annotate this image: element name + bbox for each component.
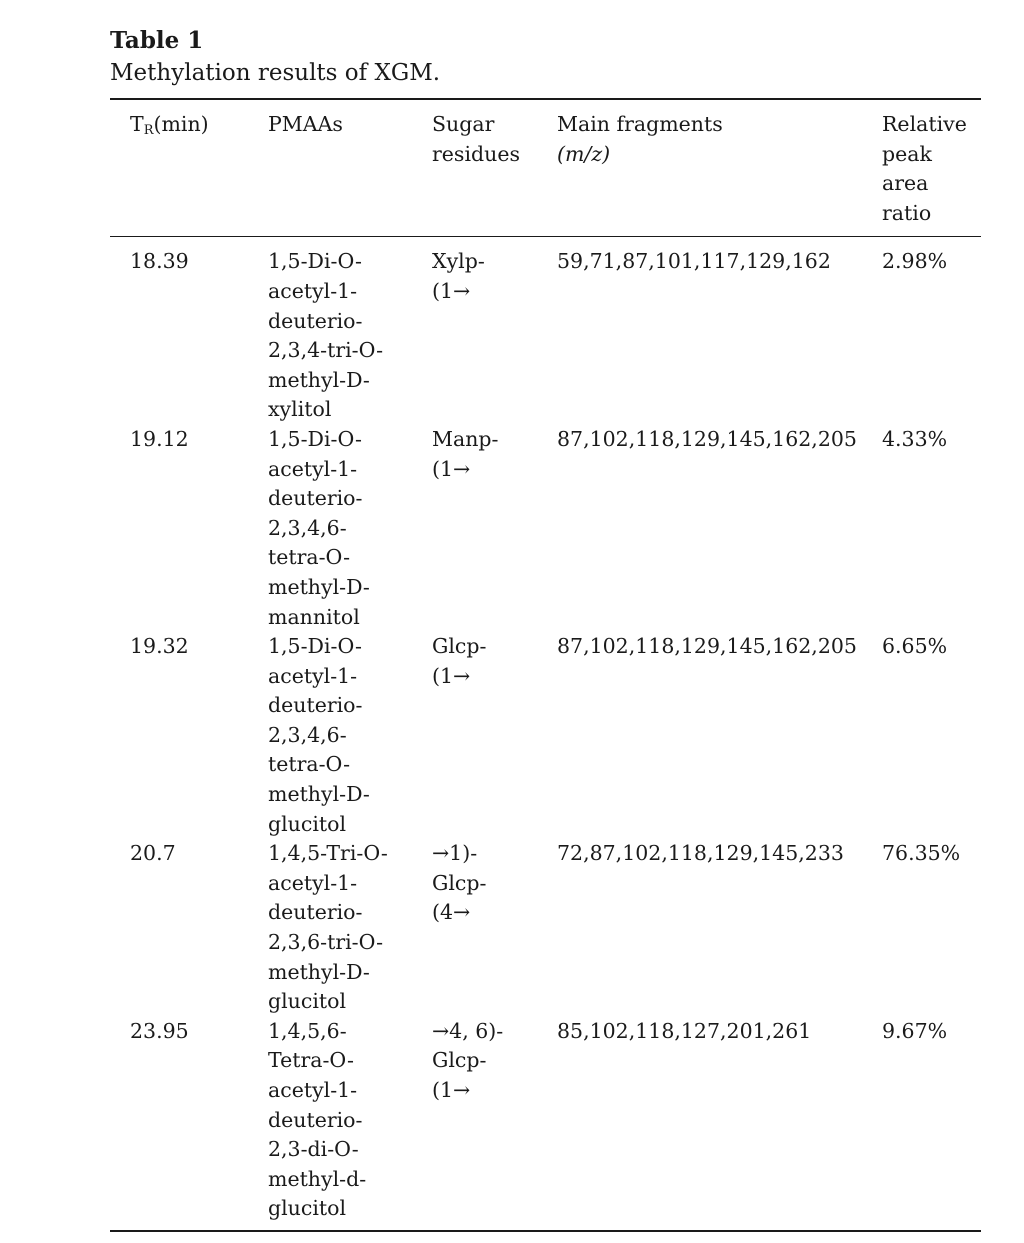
pmaa-line: tetra-O- [268, 752, 351, 777]
pmaa-line: 2,3,6-tri-O- [268, 930, 384, 955]
pmaa-line: acetyl-1- [268, 1078, 358, 1102]
header-main-fragments [557, 99, 882, 237]
pmaa-line: acetyl-1- [268, 663, 358, 688]
cell-retention-time [110, 839, 268, 1017]
cell-fragments [557, 1017, 882, 1231]
cell-pmaa [268, 425, 432, 632]
residue-line: (4→ [432, 900, 471, 925]
header-ratio-line-1: Relative [882, 112, 967, 136]
header-pmaas [268, 99, 432, 237]
pmaa-line: deuterio- [268, 486, 363, 511]
pmaa-line: xylitol [268, 397, 332, 422]
cell-ratio [882, 425, 981, 632]
header-frag-line-1: Main fragments [557, 112, 723, 136]
ratio-value: 4.33% [882, 426, 948, 451]
table-caption: Methylation results of XGM. [110, 60, 441, 86]
pmaa-line: glucitol [268, 989, 347, 1014]
residue-line: Glcp- [432, 1048, 487, 1073]
cell-sugar-residue [432, 839, 557, 1017]
residue-line: (1→ [432, 663, 471, 688]
pmaa-line: 2,3-di-O- [268, 1137, 359, 1162]
pmaa-line: mannitol [268, 604, 360, 629]
header-sugar-line-1: Sugar [432, 112, 495, 136]
fragments-value: 87,102,118,129,145,162,205 [557, 634, 857, 659]
cell-pmaa [268, 839, 432, 1017]
table-row [110, 1017, 981, 1231]
cell-sugar-residue [432, 1017, 557, 1231]
pmaa-line: tetra-O- [268, 545, 351, 570]
cell-fragments [557, 237, 882, 425]
residue-line: Xylp- [432, 249, 485, 274]
header-sugar-residues [432, 99, 557, 237]
residue-line: Manp- [432, 426, 499, 451]
residue-line: Glcp- [432, 870, 487, 895]
ratio-value: 6.65% [882, 634, 948, 659]
pmaa-line: deuterio- [268, 693, 363, 718]
cell-retention-time [110, 1017, 268, 1231]
residue-line: (1→ [432, 456, 471, 481]
pmaa-line: deuterio- [268, 308, 363, 333]
table-body [110, 237, 981, 1231]
retention-time-value: 19.32 [130, 634, 189, 659]
pmaa-line: glucitol [268, 811, 347, 836]
cell-fragments [557, 425, 882, 632]
header-ratio-line-3: ratio [882, 200, 932, 225]
pmaa-line: glucitol [268, 1196, 347, 1221]
cell-pmaa [268, 237, 432, 425]
cell-retention-time [110, 425, 268, 632]
cell-pmaa [268, 632, 432, 839]
header-pmaas-label: PMAAs [268, 112, 343, 136]
ratio-value: 9.67% [882, 1018, 948, 1043]
pmaa-line: 1,5-Di-O- [268, 426, 362, 451]
pmaa-line: 2,3,4-tri-O- [268, 338, 384, 363]
pmaa-line: 2,3,4,6- [268, 515, 347, 540]
table-row [110, 425, 981, 632]
cell-fragments [557, 632, 882, 839]
pmaa-line: methyl-D- [268, 959, 370, 984]
table-header [110, 99, 981, 237]
table-row [110, 237, 981, 425]
residue-line: →4, 6)- [432, 1018, 504, 1043]
ratio-value: 2.98% [882, 249, 948, 274]
pmaa-line: methyl-D- [268, 367, 370, 392]
header-frag-line-2: (m/z) [557, 141, 611, 166]
header-relative-ratio [882, 99, 981, 237]
pmaa-line: acetyl-1- [268, 456, 358, 481]
pmaa-line: 1,5-Di-O- [268, 634, 362, 659]
cell-pmaa [268, 1017, 432, 1231]
retention-time-value: 18.39 [130, 249, 189, 274]
cell-ratio [882, 1017, 981, 1231]
table-number: Table 1 [110, 27, 204, 54]
fragments-value: 72,87,102,118,129,145,233 [557, 841, 844, 866]
residue-line: Glcp- [432, 634, 487, 659]
methylation-table [110, 98, 981, 1232]
retention-time-value: 20.7 [130, 841, 176, 866]
header-tr-unit: (min) [153, 112, 209, 136]
header-tr-sub: R [143, 123, 154, 138]
cell-sugar-residue [432, 237, 557, 425]
pmaa-line: 1,4,5-Tri-O- [268, 841, 388, 866]
pmaa-line: methyl-D- [268, 782, 370, 807]
pmaa-line: Tetra-O- [268, 1048, 354, 1073]
pmaa-line: 1,5-Di-O- [268, 249, 362, 274]
cell-ratio [882, 839, 981, 1017]
pmaa-line: 1,4,5,6- [268, 1018, 347, 1043]
pmaa-line: methyl-D- [268, 574, 370, 599]
fragments-value: 85,102,118,127,201,261 [557, 1018, 812, 1043]
cell-retention-time [110, 237, 268, 425]
pmaa-line: methyl-d- [268, 1166, 367, 1191]
pmaa-line: deuterio- [268, 1107, 363, 1132]
fragments-value: 59,71,87,101,117,129,162 [557, 249, 831, 274]
retention-time-value: 23.95 [130, 1018, 189, 1043]
header-sugar-line-2: residues [432, 141, 520, 166]
header-retention-time [110, 99, 268, 237]
header-ratio-line-2: peak area [882, 141, 932, 196]
pmaa-line: acetyl-1- [268, 870, 358, 895]
cell-retention-time [110, 632, 268, 839]
cell-ratio [882, 237, 981, 425]
pmaa-line: deuterio- [268, 900, 363, 925]
pmaa-line: 2,3,4,6- [268, 722, 347, 747]
header-row [110, 99, 981, 237]
header-tr-main: T [130, 112, 144, 136]
cell-fragments [557, 839, 882, 1017]
cell-sugar-residue [432, 632, 557, 839]
table-figure [110, 26, 981, 1232]
residue-line: →1)- [432, 841, 478, 866]
ratio-value: 76.35% [882, 841, 961, 866]
pmaa-line: acetyl-1- [268, 278, 358, 303]
table-row [110, 632, 981, 839]
cell-ratio [882, 632, 981, 839]
fragments-value: 87,102,118,129,145,162,205 [557, 426, 857, 451]
table-row [110, 839, 981, 1017]
cell-sugar-residue [432, 425, 557, 632]
retention-time-value: 19.12 [130, 426, 189, 451]
residue-line: (1→ [432, 1078, 471, 1102]
residue-line: (1→ [432, 278, 471, 303]
